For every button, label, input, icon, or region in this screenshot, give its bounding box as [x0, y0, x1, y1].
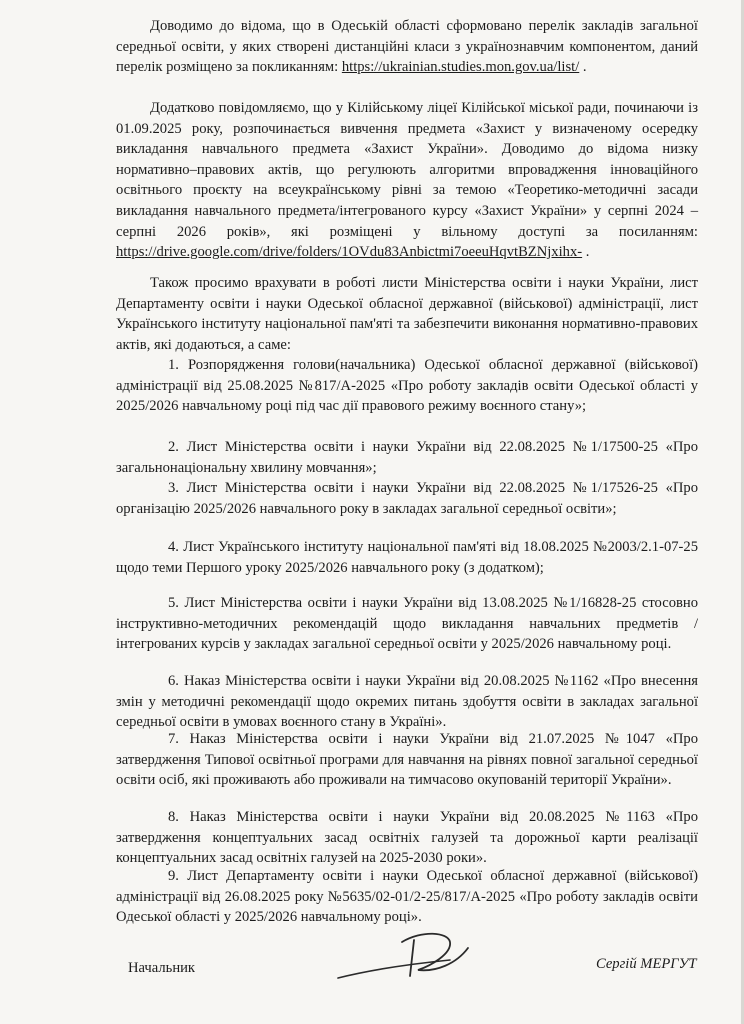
list-item: 8. Наказ Міністерства освіти і науки України від 20.08.2025 №1163 «Про затвердження концептуальних засад освітніх галузей та дорожньої карти реалізації концептуальних засад освітніх галузей на 2025-2030 роки».	[116, 809, 698, 867]
paragraph-text: Додатково повідомляємо, що у Кілійському ліцеї Кілійської міської ради, починаючи із 01.09.2025 року, розпочинається вивчення предмета «Захист у визначеному осередку викладання навчального предмета «Захист України». Доводимо до відома низку нормативно–правових актів, що регулюють алгоритми впровадження інноваційного освітнього проєкту на всеукраїнському рівні за темою «Теоретико-методичні засади викладання навчального предмета/інтегрованого курсу «Захист України» у серпні 2024 – серпні 2026 років», які розміщені у вільному доступі за посиланням:	[116, 100, 698, 240]
list-item: 3. Лист Міністерства освіти і науки України від 22.08.2025 №1/17526-25 «Про організацію 2025/2026 навчального року в закладах загальної середньої освіти»;	[116, 480, 698, 517]
list-link[interactable]: https://ukrainian.studies.mon.gov.ua/list/	[341, 59, 580, 76]
drive-link[interactable]: https://drive.google.com/drive/folders/1OVdu83Anbictmi7oeeuHqvtBZNjxihx-	[116, 244, 583, 261]
list-item: 1. Розпорядження голови(начальника) Одеської обласної державної (військової) адміністрації від 25.08.2025 №817/А-2025 «Про роботу закладів освіти Одеської області у 2025/2026 навчальному році під час дії правового режиму воєнного стану»;	[116, 357, 698, 415]
list-item: 4. Лист Українського інституту національної пам'яті від 18.08.2025 №2003/2.1-07-25 щодо теми Першого уроку 2025/2026 навчального року (з додатком);	[116, 539, 698, 576]
signatory-name: Сергій МЕРГУТ	[596, 956, 697, 972]
list-item: 2. Лист Міністерства освіти і науки України від 22.08.2025 №1/17500-25 «Про загальнонаціональну хвилину мовчання»;	[116, 439, 698, 476]
list-item: 9. Лист Департаменту освіти і науки Одеської обласної державної (військової) адміністрації від 26.08.2025 року №5635/02-01/2-25/817/А-2025 «Про роботу закладів освіти Одеської області у 2025/2026 навчальному році».	[116, 868, 698, 926]
paragraph-text: Доводимо до відома, що в Одеській області сформовано перелік закладів загальної середньої освіти, у яких створені дистанційні класи з українознавчим компонентом, даний перелік розміщено за покликанням:	[116, 18, 698, 76]
paragraph-request	[116, 273, 698, 355]
paragraph-defense-subject: Додатково повідомляємо, що у Кілійському ліцеї Кілійської міської ради, починаючи із 01.09.2025 року, розпочинається вивчення предмета «Захист у визначеному осередку викладання навчального предмета «Захист України». Доводимо до відома низку нормативно–правових актів, що регулюють алгоритми впровадження інноваційного освітнього проєкту на всеукраїнському рівні за темою «Теоретико-методичні засади викладання навчального предмета/інтегрованого курсу «Захист України» у серпні 2024 – серпні 2026 років», які розміщені у вільному доступі за посиланням: https://drive.google.com/drive/folders/1OVdu83Anbictmi7oeeuHqvtBZNjxihx- .	[116, 100, 698, 261]
paragraph-distance-classes: Доводимо до відома, що в Одеській області сформовано перелік закладів загальної середньої освіти, у яких створені дистанційні класи з українознавчим компонентом, даний перелік розміщено за покликанням: https://ukrainian.studies.mon.gov.ua/list/ .	[116, 18, 698, 76]
handwritten-signature-icon	[330, 920, 530, 990]
signatory-role: Начальник	[128, 960, 196, 976]
paragraph-text: Також просимо врахувати в роботі листи Міністерства освіти і науки України, лист Департаменту освіти і науки Одеської обласної державної (військової) адміністрації, лист Українського інституту національної пам'яті та забезпечити виконання нормативно-правових актів, які додаються, а саме:	[116, 275, 698, 353]
list-item: 5. Лист Міністерства освіти і науки України від 13.08.2025 №1/16828-25 стосовно інструктивно-методичних рекомендацій щодо викладання навчальних предметів /інтегрованих курсів у закладах загальної середньої освіти у 2025/2026 навчальному році.	[116, 595, 698, 653]
list-item: 6. Наказ Міністерства освіти і науки України від 20.08.2025 №1162 «Про внесення змін у методичні рекомендації щодо окремих питань здобуття освіти в закладах загальної середньої освіти в умовах воєнного стану в Україні».	[116, 673, 698, 731]
list-item: 7. Наказ Міністерства освіти і науки України від 21.07.2025 №1047 «Про затвердження Типової освітньої програми для навчання на рівнях повної загальної середньої освіти осіб, які проживають або проживали на тимчасово окупованій території України».	[116, 731, 698, 789]
